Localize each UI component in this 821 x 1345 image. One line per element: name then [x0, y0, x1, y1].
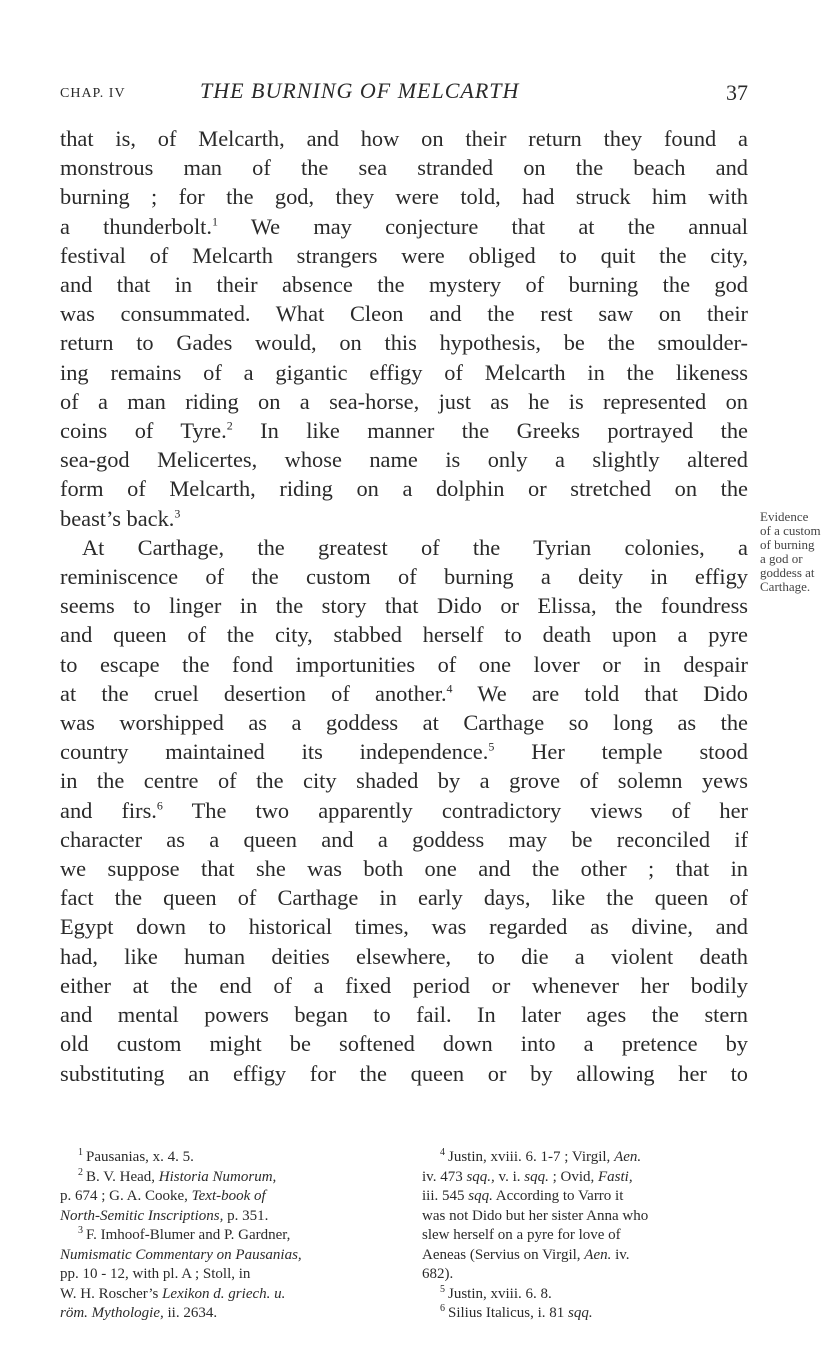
- footnote-ref[interactable]: 2: [226, 418, 233, 433]
- text-line: at the cruel desertion of another.$^4$ We are told that Dido: [60, 680, 748, 706]
- chapter-label: CHAP. IV: [60, 86, 126, 101]
- text-line: fact the queen of Carthage in early days, like the queen of: [60, 885, 748, 911]
- footnote-ref[interactable]: 4: [446, 681, 453, 696]
- text-line: reminiscence of the custom of burning a deity in effigy: [60, 564, 748, 590]
- text-line: Egypt down to historical times, was regarded as divine, and: [60, 914, 748, 940]
- footnote-ref[interactable]: 5: [488, 739, 495, 754]
- footnote-3: $^3$ F. Imhoof-Blumer and P. Gardner,: [78, 1225, 291, 1243]
- text-line: old custom might be softened down into a pretence by: [60, 1031, 748, 1057]
- text-line: return to Gades would, on this hypothesis, be the smoulder-: [60, 330, 748, 356]
- text-line: At Carthage, the greatest of the Tyrian colonies, a: [82, 534, 748, 560]
- footnote-4: $^4$ Justin, xviii. 6. 1-7 ; Virgil, Aen.: [440, 1147, 642, 1165]
- text-line: and mental powers began to fail. In later ages the stern: [60, 1002, 748, 1028]
- footnote-5: $^5$ Justin, xviii. 6. 8.: [440, 1283, 552, 1302]
- running-header: [60, 78, 748, 108]
- footnote-ref[interactable]: 6: [156, 798, 163, 813]
- text-line: sea-god Melicertes, whose name is only a slightly altered: [60, 447, 748, 473]
- text-line: monstrous man of the sea stranded on the beach and: [60, 155, 748, 181]
- text-line: had, like human deities elsewhere, to die a violent death: [60, 943, 748, 969]
- text-line: form of Melcarth, riding on a dolphin or stretched on the: [60, 476, 748, 502]
- text-line: to escape the fond importunities of one lover or in despair: [60, 651, 748, 677]
- text-line: and that in their absence the mystery of burning the god: [60, 272, 748, 298]
- text-line: substituting an effigy for the queen or by allowing her to: [60, 1060, 748, 1086]
- text-line: was consummated. What Cleon and the rest saw on their: [60, 301, 748, 327]
- page-number: 37: [726, 80, 748, 105]
- text-line: that is, of Melcarth, and how on their return they found a: [60, 126, 748, 151]
- text-line: in the centre of the city shaded by a grove of solemn yews: [60, 768, 748, 794]
- text-line: either at the end of a fixed period or whenever her bodily: [60, 972, 748, 998]
- text-line: we suppose that she was both one and the other ; that in: [60, 856, 748, 882]
- footnotes-right-column: $^4$ Justin, xviii. 6. 1-7 ; Virgil, Aen. iv. 473 sqq., v. i. sqq. ; Ovid, Fasti, iii. 545 sqq. According to Varro it was not Dido but her sister Anna who slew herself on a pyre for love of Aeneas (Servius on Virgil, Aen. iv. 682). $^5$ Justin, xviii. 6. 8. $^6$ Silius Italicus, i. 81 sqq.: [422, 1148, 744, 1324]
- text-line: a thunderbolt.$^1$ We may conjecture that at the annual: [60, 213, 748, 239]
- text-line: seems to linger in the story that Dido or Elissa, the foundress: [60, 593, 748, 619]
- footnote-2: $^2$ B. V. Head, Historia Numorum,: [78, 1166, 277, 1185]
- footnote-ref[interactable]: 1: [212, 214, 218, 229]
- text-line: country maintained its independence.$^5$ Her temple stood: [60, 739, 748, 765]
- footnote-6: $^6$ Silius Italicus, i. 81 sqq.: [440, 1303, 593, 1321]
- text-line: character as a queen and a goddess may be reconciled if: [60, 826, 748, 852]
- text-line: and firs.$^6$ The two apparently contradictory views of her: [60, 797, 748, 823]
- text-line: festival of Melcarth strangers were obliged to quit the city,: [60, 242, 748, 268]
- footnote-ref[interactable]: 3: [174, 506, 181, 521]
- main-text: [60, 124, 748, 1088]
- text-line: ing remains of a gigantic effigy of Melcarth in the likeness: [60, 359, 748, 385]
- footnote-1: $^1$ Pausanias, x. 4. 5.: [78, 1147, 194, 1165]
- text-line: was worshipped as a goddess at Carthage so long as the: [60, 710, 748, 736]
- text-line: burning ; for the god, they were told, had struck him with: [60, 184, 748, 210]
- text-line: beast’s back.$^3$: [60, 505, 181, 531]
- footnotes-left-column: $^1$ Pausanias, x. 4. 5. $^2$ B. V. Head, Historia Numorum, p. 674 ; G. A. Cooke, Text-book of North-Semitic Inscriptions, p. 351. $^3$ F. Imhoof-Blumer and P. Gardner, Numismatic Commentary on Pausanias, pp. 10 - 12, with pl. A ; Stoll, in W. H. Roscher’s Lexikon d. griech. u. röm. Mythologie, ii. 2634.: [60, 1148, 382, 1324]
- text-line: and queen of the city, stabbed herself to death upon a pyre: [60, 622, 748, 648]
- running-title: THE BURNING OF MELCARTH: [200, 78, 520, 103]
- text-line: of a man riding on a sea-horse, just as he is represented on: [60, 388, 748, 414]
- text-line: coins of Tyre.$^2$ In like manner the Greeks portrayed the: [60, 418, 748, 444]
- marginal-note: Evidence of a custom of burning a god or goddess at Carthage.: [760, 509, 821, 594]
